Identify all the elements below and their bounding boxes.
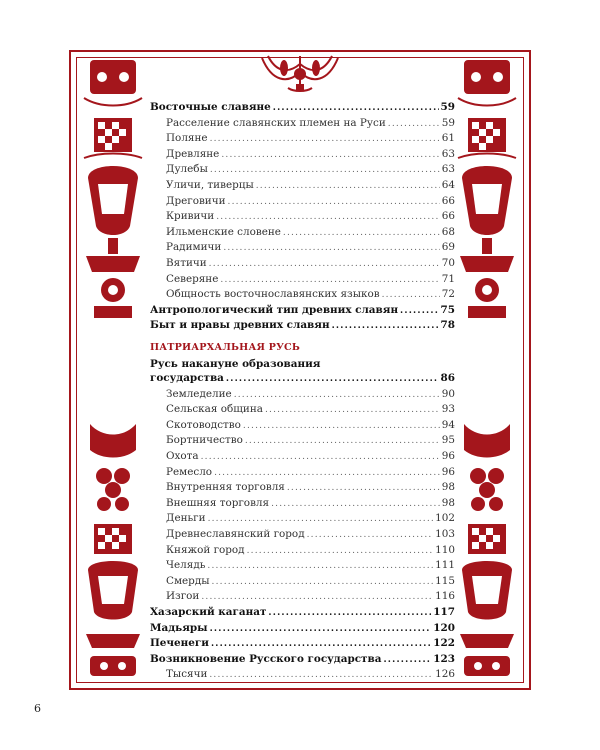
- toc-entry-title: Смерды: [166, 574, 210, 587]
- toc-entry-page: 123: [433, 652, 455, 665]
- toc-entry-page: 75: [440, 303, 455, 316]
- toc-entry-title: Печенеги: [150, 637, 209, 650]
- toc-entry-main[interactable]: [150, 636, 455, 652]
- toc-entry-page: 70: [441, 256, 455, 269]
- toc-leader-dots: [383, 653, 431, 668]
- toc-entry-page: 95: [441, 434, 455, 447]
- toc-entry-page: 90: [441, 387, 455, 400]
- toc-entry-page: 69: [441, 241, 455, 254]
- toc-entry[interactable]: [150, 511, 455, 527]
- toc-leader-dots: [226, 372, 439, 387]
- toc-entry-page: 64: [441, 178, 455, 191]
- toc-entry-title-line1[interactable]: Русь накануне образования: [150, 357, 321, 370]
- toc-entry-page: 66: [441, 210, 455, 223]
- toc-entry-main[interactable]: [150, 371, 455, 387]
- toc-entry-title: Древляне: [166, 147, 220, 160]
- toc-entry-title: Хазарский каганат: [150, 606, 267, 618]
- toc-entry[interactable]: [150, 402, 455, 418]
- toc-entry-page: 117: [433, 606, 455, 618]
- toc-entry-page: 59: [440, 101, 455, 113]
- toc-entry-title: Северяне: [166, 272, 219, 285]
- toc-leader-dots: [283, 226, 440, 241]
- toc-subitems: [150, 387, 455, 605]
- toc-entry-main[interactable]: [150, 100, 455, 116]
- toc-leader-dots: [388, 117, 440, 132]
- toc-leader-dots: [208, 512, 434, 527]
- toc-entry-main[interactable]: [150, 621, 455, 637]
- toc-entry-title: Уличи, тиверцы: [166, 178, 254, 191]
- table-of-contents: [150, 100, 455, 683]
- toc-entry[interactable]: [150, 178, 455, 194]
- toc-entry-page: 116: [435, 590, 455, 603]
- toc-entry[interactable]: [150, 574, 455, 590]
- toc-entry[interactable]: [150, 147, 455, 163]
- toc-leader-dots: [210, 622, 432, 637]
- toc-leader-dots: [201, 590, 433, 605]
- toc-entry[interactable]: [150, 558, 455, 574]
- toc-entry-page: 110: [435, 543, 455, 556]
- toc-entry-page: 103: [435, 528, 455, 541]
- left-top-ornament-icon: [80, 58, 146, 320]
- toc-entry-page: 122: [433, 637, 455, 650]
- toc-entry-page: 98: [441, 496, 455, 509]
- toc-leader-dots: [221, 148, 439, 163]
- toc-entry[interactable]: [150, 256, 455, 272]
- toc-entry-page: 98: [441, 481, 455, 494]
- toc-entry[interactable]: [150, 449, 455, 465]
- toc-leader-dots: [273, 101, 439, 116]
- toc-leader-dots: [268, 606, 431, 621]
- toc-entry-title: Поляне: [166, 132, 208, 145]
- toc-entry-page: 93: [441, 403, 455, 416]
- toc-entry-title: Земледелие: [166, 387, 232, 400]
- toc-leader-dots: [210, 163, 440, 178]
- toc-entry[interactable]: [150, 240, 455, 256]
- toc-entry-main[interactable]: [150, 318, 455, 334]
- toc-leader-dots: [212, 575, 434, 590]
- toc-entry-title: Дреговичи: [166, 194, 226, 207]
- toc-entry-title: Княжой город: [166, 543, 245, 556]
- toc-entry[interactable]: [150, 480, 455, 496]
- toc-entry-page: 102: [435, 512, 455, 525]
- toc-entry[interactable]: [150, 496, 455, 512]
- toc-entry-title: Тысячи: [166, 668, 208, 681]
- toc-entry-title: государства: [150, 372, 224, 385]
- toc-entry[interactable]: [150, 418, 455, 434]
- toc-entry-title: Внешняя торговля: [166, 496, 270, 509]
- toc-entry-title: Скотоводство: [166, 418, 241, 431]
- toc-entry[interactable]: [150, 162, 455, 178]
- toc-entry-page: 59: [441, 116, 455, 129]
- toc-leader-dots: [223, 241, 439, 256]
- toc-entry[interactable]: [150, 194, 455, 210]
- top-ornament-icon: [258, 52, 342, 94]
- toc-entry-page: 96: [441, 465, 455, 478]
- toc-entry-title: Ремесло: [166, 465, 213, 478]
- toc-entry[interactable]: [150, 527, 455, 543]
- page-number: 6: [34, 702, 41, 715]
- toc-entry-page: 78: [440, 319, 455, 332]
- toc-leader-dots: [256, 179, 440, 194]
- toc-entry-page: 68: [441, 225, 455, 238]
- toc-entry-title: Возникновение Русского государства: [150, 652, 382, 665]
- toc-entry-title: Внутренняя торговля: [166, 481, 285, 494]
- toc-entry-title: Антропологический тип древних славян: [150, 303, 399, 316]
- toc-leader-dots: [214, 466, 440, 481]
- toc-leader-dots: [207, 559, 433, 574]
- toc-entry-title: Изгои: [166, 590, 200, 603]
- toc-entry-page: 63: [441, 163, 455, 176]
- toc-entry-title: Общность восточнославянских языков: [166, 288, 380, 301]
- toc-leader-dots: [245, 434, 440, 449]
- toc-entry[interactable]: [150, 209, 455, 225]
- toc-leader-dots: [287, 481, 440, 496]
- toc-entry-page: 61: [441, 132, 455, 145]
- toc-leader-dots: [247, 544, 434, 559]
- toc-entry[interactable]: [150, 433, 455, 449]
- toc-entry-page: 94: [441, 418, 455, 431]
- left-bottom-ornament-icon: [80, 420, 146, 680]
- toc-leader-dots: [209, 257, 440, 272]
- toc-entry-page: 66: [441, 194, 455, 207]
- toc-entry[interactable]: [150, 225, 455, 241]
- toc-leader-dots: [332, 319, 439, 334]
- toc-leader-dots: [243, 419, 440, 434]
- toc-entry[interactable]: [150, 131, 455, 147]
- toc-entry-title: Деньги: [166, 512, 206, 525]
- toc-leader-dots: [228, 195, 440, 210]
- toc-leader-dots: [201, 450, 440, 465]
- toc-leader-dots: [382, 288, 440, 303]
- toc-entry-page: 126: [435, 668, 455, 681]
- toc-entry-title: Древнеславянский город: [166, 528, 305, 541]
- toc-entry-title: Восточные славяне: [150, 101, 271, 113]
- toc-entry-title: Быт и нравы древних славян: [150, 319, 330, 332]
- toc-entry-title: Мадьяры: [150, 621, 208, 634]
- toc-leader-dots: [400, 304, 438, 319]
- toc-entry-page: 111: [435, 559, 455, 572]
- toc-leader-dots: [234, 388, 440, 403]
- toc-entry-title: Радимичи: [166, 241, 222, 254]
- right-top-ornament-icon: [454, 58, 520, 320]
- toc-subitems: [150, 116, 455, 303]
- toc-leader-dots: [265, 403, 440, 418]
- toc-entry-title: Кривичи: [166, 210, 215, 223]
- toc-entry[interactable]: [150, 272, 455, 288]
- toc-entry-main[interactable]: [150, 605, 455, 621]
- toc-entry[interactable]: [150, 116, 455, 132]
- toc-entry-page: 71: [441, 272, 455, 285]
- toc-entry-title: Сельская община: [166, 403, 263, 416]
- toc-entry-title: Охота: [166, 450, 199, 463]
- toc-entry-page: 120: [433, 621, 455, 634]
- toc-entry-title: Бортничество: [166, 434, 243, 447]
- toc-entry-page: 72: [441, 288, 455, 301]
- toc-leader-dots: [307, 528, 434, 543]
- toc-entry[interactable]: [150, 465, 455, 481]
- toc-entry-title: Дулебы: [166, 163, 208, 176]
- toc-entry[interactable]: [150, 589, 455, 605]
- toc-entry-main[interactable]: [150, 303, 455, 319]
- section-heading: ПАТРИАРХАЛЬНАЯ РУСЬ: [150, 341, 301, 353]
- toc-entry-page: 63: [441, 147, 455, 160]
- right-bottom-ornament-icon: [454, 420, 520, 680]
- toc-entry[interactable]: [150, 667, 455, 683]
- toc-entry-title: Челядь: [166, 559, 206, 572]
- toc-entry-page: 115: [435, 574, 455, 587]
- toc-leader-dots: [210, 132, 440, 147]
- toc-entry[interactable]: [150, 287, 455, 303]
- toc-leader-dots: [216, 210, 440, 225]
- toc-entry-title: Ильменские словене: [166, 225, 281, 238]
- toc-entry[interactable]: [150, 543, 455, 559]
- toc-entry-page: 86: [440, 372, 455, 385]
- toc-entry-main[interactable]: [150, 652, 455, 668]
- toc-entry-title: Расселение славянских племен на Руси: [166, 116, 386, 129]
- toc-leader-dots: [209, 668, 433, 683]
- toc-leader-dots: [211, 637, 431, 652]
- toc-entry-page: 96: [441, 450, 455, 463]
- toc-leader-dots: [271, 497, 440, 512]
- toc-leader-dots: [220, 273, 439, 288]
- toc-entry[interactable]: [150, 387, 455, 403]
- toc-entry-title: Вятичи: [166, 256, 207, 269]
